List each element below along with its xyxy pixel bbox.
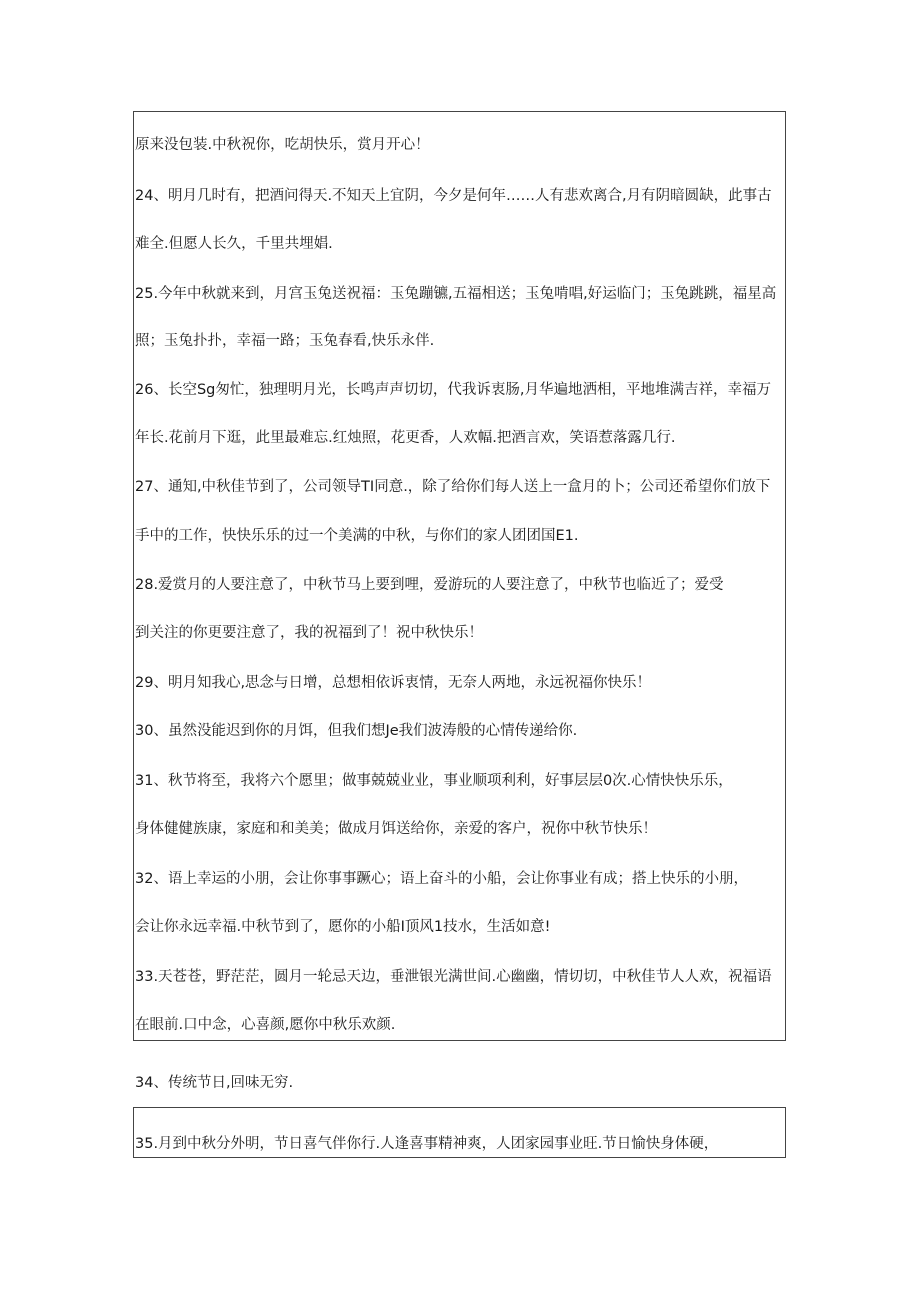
text-line: 手中的工作，快快乐乐的过一个美满的中秋，与你们的家人团团国E1.: [135, 528, 579, 544]
text-line: 在眼前.口中念，心喜颜,愿你中秋乐欢颜.: [135, 1017, 396, 1033]
text-line: 25.今年中秋就来到，月宫玉兔送祝福：玉兔蹦镳,五福相送；玉兔啃唱,好运临门；玉兔跳跳，福星高: [135, 286, 777, 302]
text-line: 26、长空Sg匆忙，独理明月光，长鸣声声切切，代我诉衷肠,月华遍地洒相，平地堆满吉祥，幸福万: [135, 382, 771, 398]
text-line: 32、语上幸运的小朋，会让你事事蹶心；语上奋斗的小船，会让你事业有成；搭上快乐的小朋，: [135, 871, 748, 887]
text-line: 原来没包装.中秋祝你，吃胡快乐，赏月开心！: [135, 137, 430, 153]
text-line: 33.天苍苍，野茫茫，圆月一轮忌天边，垂泄银光满世间.心幽幽，情切切，中秋佳节人人欢，祝福语: [135, 969, 772, 985]
text-line: 身体健健族康，家庭和和美美；做成月饵送给你，亲爱的客户，祝你中秋节快乐！: [135, 821, 657, 837]
text-line: 29、明月知我心,思念与日增，总想相依诉衷情，无奈人两地，永远祝福你快乐！: [135, 675, 652, 691]
text-line: 27、通知,中秋佳节到了，公司领导TI同意.，除了给你们每人送上一盒月的卜；公司还希望你们放下: [135, 479, 771, 495]
text-line: 到关注的你更要注意了，我的祝福到了！祝中秋快乐！: [135, 625, 483, 641]
text-line: 难全.但愿人长久，千里共埋娼.: [135, 236, 333, 252]
text-line: 24、明月几时有，把酒问得天.不知天上宜阴，今夕是何年……人有悲欢离合,月有阴暗圆缺，此事古: [135, 188, 772, 204]
text-line: 年长.花前月下逛，此里最难忘.红烛照，花更香，人欢幅.把酒言欢，笑语惹落露几行.: [135, 430, 676, 446]
text-line: 会让你永远幸福.中秋节到了，愿你的小船I顶风1技水，生活如意!: [135, 919, 551, 935]
text-line: 31、秋节将至，我将六个愿里；做事兢兢业业，事业顺项利利，好事层层0次.心情快快乐乐，: [135, 773, 733, 789]
text-line: 28.爱赏月的人要注意了，中秋节马上要到哩，爱游玩的人要注意了，中秋节也临近了；爱受: [135, 577, 724, 593]
text-line: 30、虽然没能迟到你的月饵，但我们想Je我们波涛般的心情传递给你.: [135, 723, 578, 739]
standalone-line: 34、传统节日,回味无穷.: [135, 1075, 294, 1091]
text-line: 照；玉兔扑扑，幸福一路；玉兔春看,快乐永伴.: [135, 333, 435, 349]
text-line: 35.月到中秋分外明，节日喜气伴你行.人逢喜事精神爽，人团家园事业旺.节日愉快身体硬，: [135, 1136, 719, 1152]
